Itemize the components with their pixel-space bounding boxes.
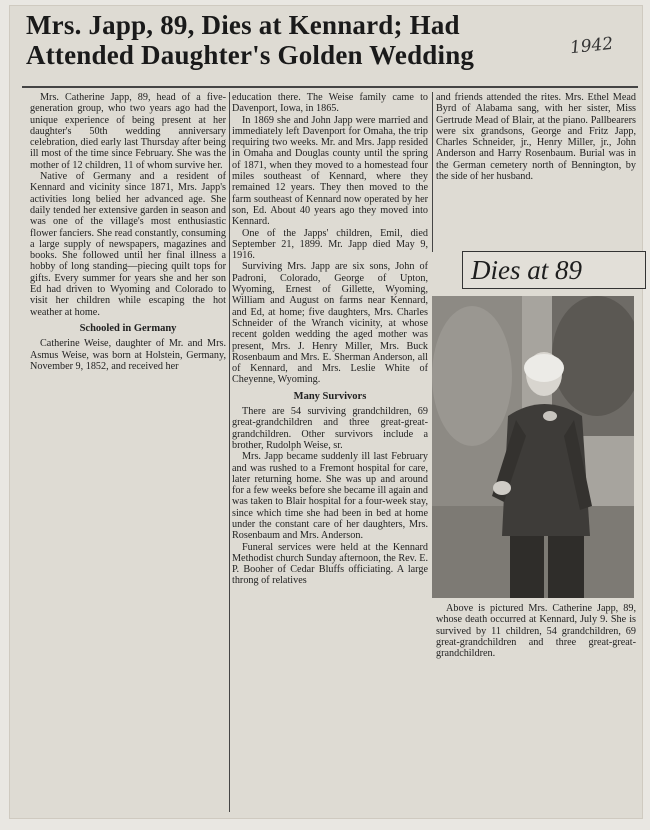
paragraph: Catherine Weise, daughter of Mr. and Mrs. Asmus Weise, was born at Holstein, Germany, November 9, 1852, and received her (30, 338, 226, 372)
headline-rule (22, 86, 638, 88)
portrait-photo (432, 296, 634, 598)
article-column-2 (232, 92, 428, 812)
paragraph: One of the Japps' children, Emil, died September 21, 1899. Mr. Japp died May 9, 1916. (232, 227, 428, 262)
subheading: Schooled in Germany (79, 322, 177, 334)
headline (26, 10, 616, 70)
column-rule-1 (229, 92, 230, 812)
handwritten-year: 1942 (569, 33, 615, 59)
headline-line-1: Mrs. Japp, 89, Dies at Kennard; Had (26, 10, 460, 40)
headline-line-2: Attended Daughter's Golden Wedding (26, 40, 475, 70)
paragraph: Mrs. Catherine Japp, 89, head of a five-generation group, who two years ago had the unique experience of being present at her daughter's 50th wedding anniversary celebration, died early last Thursday after being ill most of the time since February. She was the mother of 12 children, 11 of whom survive her. (30, 92, 226, 171)
paragraph: Funeral services were held at the Kennard Methodist church Sunday afternoon, the Rev. E. P. Booher of Cedar Bluffs officiating. A large throng of relatives (232, 541, 428, 587)
caption-text: Above is pictured Mrs. Catherine Japp, 89, whose death occurred at Kennard, July 9. She is survived by 11 children, 54 grandchildren, 69 great-grandchildren and three great-great-grandchildren. (436, 603, 636, 660)
paragraph: Native of Germany and a resident of Kennard and vicinity since 1871, Mrs. Japp's activities long belied her advanced age. She daily tended her extensive garden in season and was one of the village's most enthusiastic flower fanciers. She read constantly, consuming a large supply of newspapers, magazines and books. She followed until her final illness a hobby of long standing—piecing quilt tops for gifts. Every summer for years she and her son Ed had driven to Wyoming and Colorado to visit her children while escaping the hot weather at home. (30, 171, 226, 318)
sidebar-box-title: Dies at 89 (462, 251, 646, 289)
paragraph: Surviving Mrs. Japp are six sons, John of Padroni, Colorado, George of Upton, Wyoming, Ernest of Gillette, Wyoming, William and August on farms near Kennard, and Ed, at home; five daughters, Mrs. Charles Schneider of the Wranch vicinity, at whose recent golden wedding the aged mother was present, Mrs. J. Henry Miller, Mrs. Buck Rosenbaum and Mrs. E. Sherman Anderson, all of Kennard, and Mrs. Leslie White of Cheyenne, Wyoming. (232, 261, 428, 386)
paragraph: and friends attended the rites. Mrs. Ethel Mead Byrd of Alabama sang, with her sister, Miss Gertrude Mead of Blair, at the piano. Pallbearers were six grandsons, George and Fritz Japp, Charles Schneider, jr., Henry Miller, jr., John Anderson and Harry Rosenbaum. Burial was in the German cemetery north of Bennington, by the side of her husband. (436, 92, 636, 183)
paragraph: There are 54 surviving grandchildren, 69 great-grandchildren and three great-great-grandchildren. Other survivors include a brother, Rudolph Weise, sr. (232, 406, 428, 451)
paragraph: education there. The Weise family came to Davenport, Iowa, in 1865. (232, 92, 428, 115)
column-rule-2 (432, 92, 433, 252)
article-column-1 (30, 92, 226, 512)
subheading: Many Survivors (293, 390, 367, 402)
article-column-3 (436, 92, 636, 252)
paragraph: In 1869 she and John Japp were married and immediately left Davenport for Omaha, the trip requiring two weeks. Mr. and Mrs. Japp resided in Omaha and Douglas county until the spring of 1871, when they moved to a homestead four miles southeast of Kennard, where they remained 12 years. They then moved to the farm southeast of Kennard now operated by her son, Ed. About 40 years ago they moved into Kennard. (232, 114, 428, 228)
portrait-illustration (432, 296, 634, 598)
photo-caption (436, 603, 636, 713)
paragraph: Mrs. Japp became suddenly ill last February and was rushed to a Fremont hospital for care, later returning home. She was up and around for a few weeks before she became ill again and was taken to Blair hospital for a four-week stay, since which time she had been in bed at home under the constant care of her daughters, Mrs. Rosenbaum and Mrs. Anderson. (232, 451, 428, 542)
